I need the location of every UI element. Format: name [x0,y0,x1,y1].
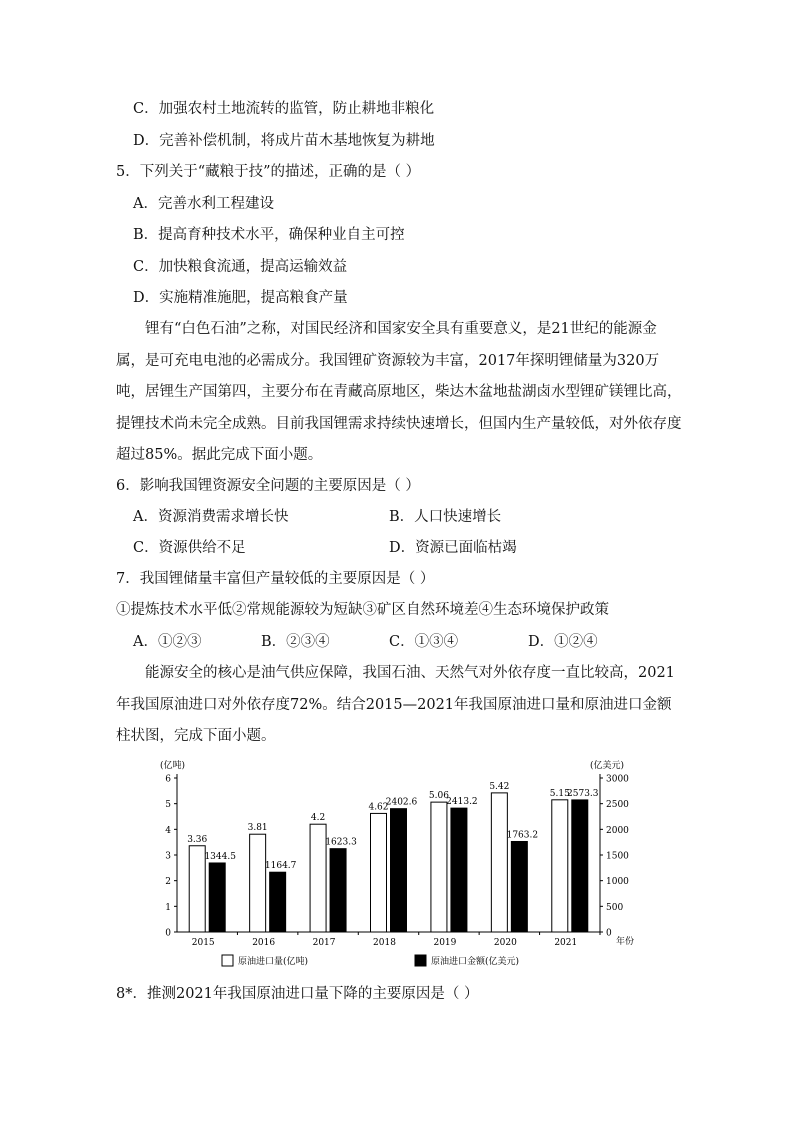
bar-import-value [451,808,467,932]
q6-option-c: C．资源供给不足 [133,540,246,556]
q7-items: ①提炼技术水平低②常规能源较为短缺③矿区自然环境差④生态环境保护政策 [116,602,609,618]
x-tick-label: 2018 [373,938,396,948]
x-tick-label: 2021 [554,938,578,948]
bar-import-volume [491,793,507,932]
legend-swatch-volume [222,955,233,966]
value-data-label: 2413.2 [446,797,478,808]
q6-option-a: A．资源消费需求增长快 [133,509,289,525]
q7-option-b: B．②③④ [261,634,330,650]
legend-swatch-value [415,955,426,966]
volume-data-label: 4.62 [368,802,389,813]
value-data-label: 1623.3 [325,837,357,848]
left-tick-label: 1 [165,902,171,913]
q5-option-a: A．完善水利工程建设 [133,196,274,212]
bar-import-volume [189,846,205,932]
x-tick-label: 2015 [191,938,215,948]
bar-import-volume [371,813,387,932]
q7-stem: 7．我国锂储量丰富但产量较低的主要原因是（ ） [116,571,435,587]
volume-data-label: 5.06 [428,791,449,802]
left-axis-unit: (亿吨) [160,761,186,771]
q6-option-d: D．资源已面临枯竭 [389,540,517,556]
x-tick-label: 2019 [433,938,457,948]
left-tick-label: 5 [165,800,171,811]
q5-option-d: D．实施精准施肥，提高粮食产量 [133,290,348,306]
value-data-label: 1763.2 [506,830,539,841]
bar-import-volume [250,834,266,932]
q6-stem: 6．影响我国锂资源安全问题的主要原因是（ ） [116,478,420,494]
x-axis-unit: 年份 [616,937,635,947]
value-data-label: 2573.3 [567,788,599,799]
q8-stem: 8*．推测2021年我国原油进口量下降的主要原因是（ ） [116,986,479,1002]
volume-data-label: 3.36 [187,834,208,845]
bar-import-value [511,841,527,932]
passage-lithium-text: 锂有“白色石油”之称，对国民经济和国家安全具有重要意义，是21世纪的能源金属，是可充电电池的必需成分。我国锂矿资源较为丰富，2017年探明锂储量为320万吨，居锂生产国第四，主要分布在青藏高原地区，柴达木盆地盐湖卤水型锂矿镁锂比高，提锂技术尚未完全成熟。目前我国锂需求持续快速增长，但国内生产量较低，对外依存度超过85%。据此完成下面小题。 [116,321,682,463]
left-tick-label: 3 [165,851,171,862]
passage-oil-text: 能源安全的核心是油气供应保障，我国石油、天然气对外依存度一直比较高，2021年我国原油进口对外依存度72%。结合2015—2021年我国原油进口量和原油进口金额柱状图，完成下面小题。 [116,665,675,744]
right-tick-label: 3000 [606,774,629,785]
x-tick-label: 2020 [493,938,517,948]
q7-option-d: D．①②④ [528,634,598,650]
volume-data-label: 5.42 [489,781,510,792]
bar-import-value [270,872,286,932]
left-tick-label: 4 [165,825,171,836]
volume-data-label: 4.2 [310,813,326,824]
left-tick-label: 0 [165,928,171,939]
legend-label-value: 原油进口金额(亿美元) [431,957,520,967]
oil-import-chart [150,752,650,972]
q4-option-c: C．加强农村土地流转的监管，防止耕地非粮化 [133,101,435,117]
right-tick-label: 500 [606,902,624,913]
bar-import-value [209,863,225,932]
left-tick-label: 2 [165,877,171,888]
right-tick-label: 0 [606,928,612,939]
right-tick-label: 1000 [606,877,629,888]
right-tick-label: 1500 [606,851,629,862]
value-data-label: 1344.5 [204,851,236,862]
passage-oil [116,658,682,753]
right-tick-label: 2000 [606,825,629,836]
right-tick-label: 2500 [606,800,629,811]
volume-data-label: 5.15 [549,788,570,799]
bar-import-value [572,800,588,932]
bar-import-volume [552,800,568,932]
q5-option-b: B．提高育种技术水平，确保种业自主可控 [133,227,405,243]
q4-option-d: D．完善补偿机制，将成片苗木基地恢复为耕地 [133,133,435,149]
bar-import-value [330,849,346,932]
legend-label-volume: 原油进口量(亿吨) [238,957,309,967]
right-axis-unit: (亿美元) [590,761,625,771]
q6-option-b: B．人口快速增长 [389,509,502,525]
x-tick-label: 2016 [252,938,276,948]
q5-stem: 5．下列关于“藏粮于技”的描述，正确的是（ ） [116,164,421,180]
bar-import-volume [431,802,447,932]
q5-option-c: C．加快粮食流通，提高运输效益 [133,259,348,275]
passage-lithium [116,314,682,472]
q7-option-a: A．①②③ [133,634,202,650]
volume-data-label: 3.81 [247,823,268,834]
value-data-label: 1164.7 [264,861,297,872]
q7-option-c: C．①③④ [389,634,459,650]
bar-import-value [391,809,407,932]
value-data-label: 2402.6 [385,797,418,808]
left-tick-label: 6 [165,774,171,785]
bar-import-volume [310,824,326,932]
x-tick-label: 2017 [312,938,336,948]
